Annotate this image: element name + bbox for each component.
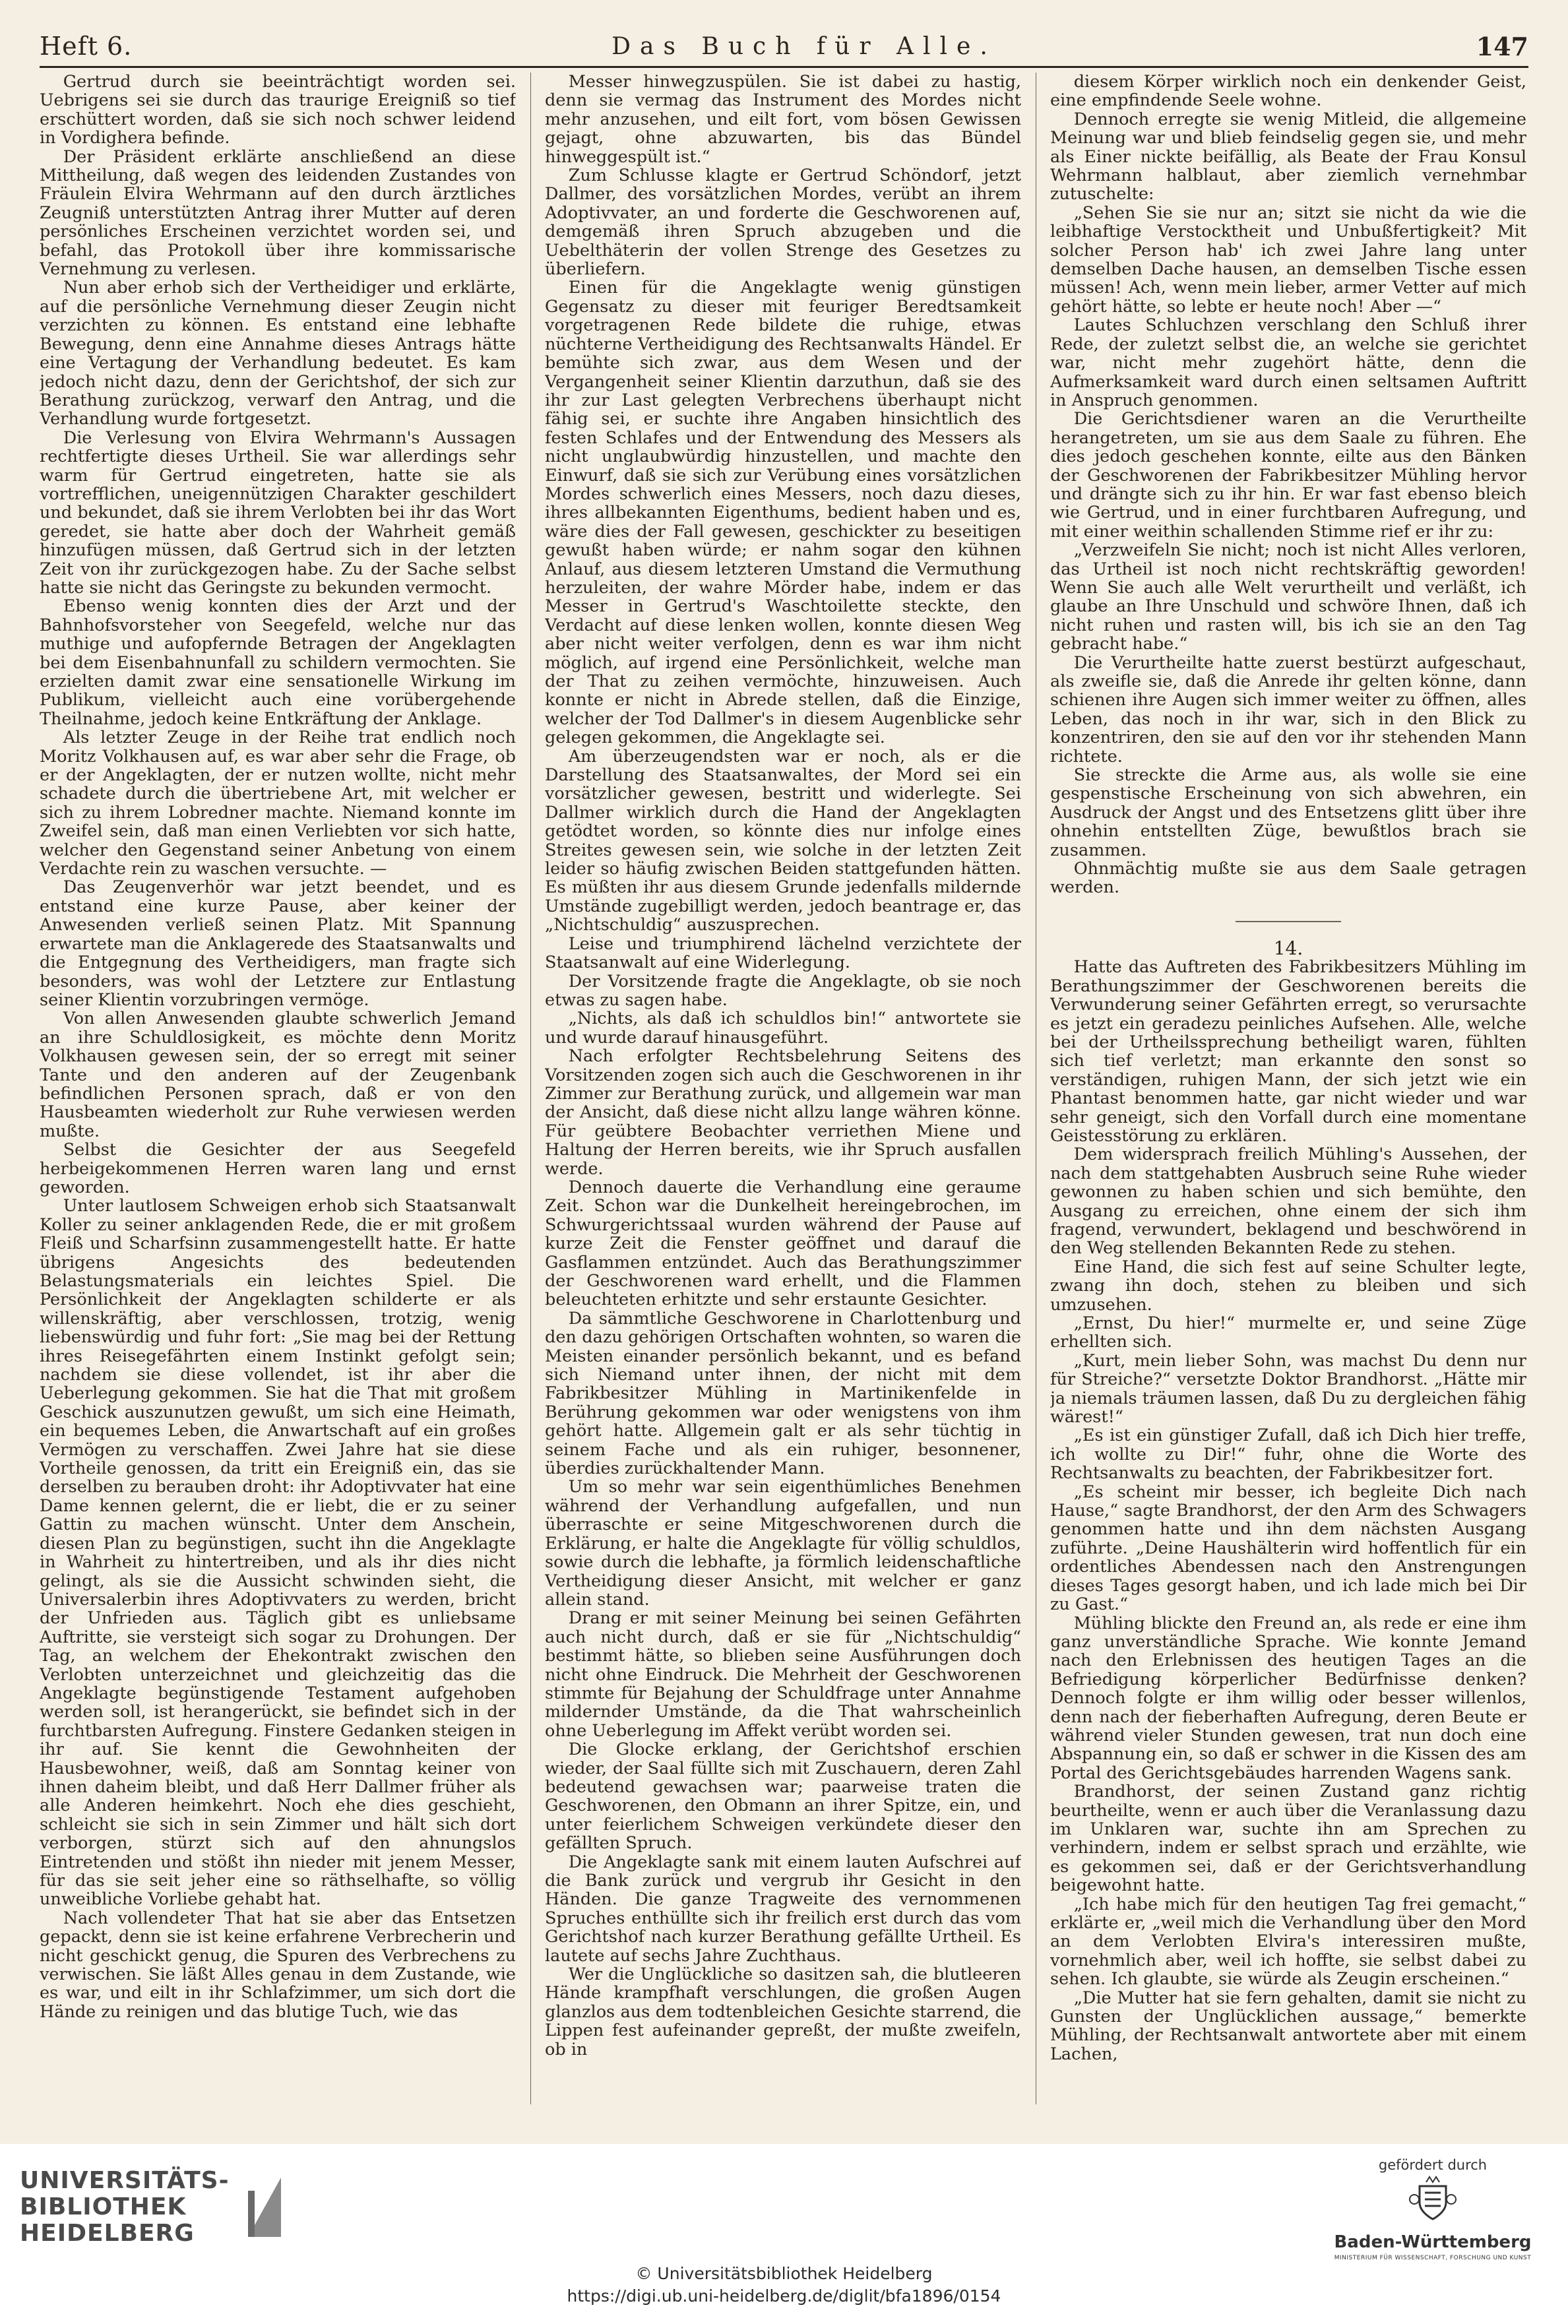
paragraph: „Nichts, als daß ich schuldlos bin!“ antwortete sie und wurde darauf hinausgeführt. — [545, 1009, 1021, 1048]
library-logo — [20, 2168, 288, 2247]
paragraph: Selbst die Gesichter der aus Seegefeld herbeigekommenen Herren waren lang und ernst geworden. — [40, 1140, 516, 1197]
paragraph: Nach vollendeter That hat sie aber das Entsetzen gepackt, denn sie ist keine erfahrene Verbrecherin und nicht geschickt genug, die Spuren des Verbrechens zu verwischen. Sie läßt Alles genau in dem Zustande, wie es war, und eilt in ihr Schlafzimmer, um sich dort die Hände zu reinigen und das blutige Tuch, wie das — [40, 1908, 516, 2022]
paragraph: Als letzter Zeuge in der Reihe trat endlich noch Moritz Volkhausen auf, es war aber sehr die Frage, ob er der Angeklagten, der er nutzen wollte, nicht mehr schadete durch die übertriebene Art, mit welcher er sich zu ihrem Lobredner machte. Niemand konnte im Zweifel sein, daß man einen Verliebten vor sich hatte, welcher den Gegenstand seiner Anbetung von einem Verdachte rein zu waschen versuchte. — — [40, 728, 516, 879]
paragraph: Am überzeugendsten war er noch, als er die Darstellung des Staatsanwaltes, der Mord sei ein vorsätzlicher gewesen, bestritt und widerlegte. Sei Dallmer wirklich durch die Hand der Angeklagten getödtet worden, so könnte dies nur infolge eines Streites gewesen sein, wie solche in der letzten Zeit leider so häufig zwischen Beiden stattgefunden hätten. Es müßten ihr aus diesem Grunde jedenfalls mildernde Umstände zugebilligt werden, jedoch beantrage er, das „Nichtschuldig“ auszusprechen. — [545, 746, 1021, 935]
paragraph: Hatte das Auftreten des Fabrikbesitzers Mühling im Berathungszimmer der Geschworenen bereits die Verwunderung seiner Gefährten erregt, so verursachte es jetzt ein geradezu peinliches Aufsehen. Alle, welche bei der Urtheilssprechung betheiligt waren, fühlten sich tief verletzt; man erkannte den sonst so verständigen, ruhigen Mann, der sich jetzt wie ein Phantast benommen hatte, gar nicht wieder und war sehr geneigt, sich den Vorfall durch eine momentane Geistesstörung zu erklären. — [1050, 957, 1526, 1146]
chapter-number: 14. — [1273, 937, 1303, 959]
publication-title: Das Buch für Alle. — [612, 32, 997, 60]
column-divider — [530, 73, 531, 2104]
running-head — [40, 26, 1528, 68]
paragraph: Das Zeugenverhör war jetzt beendet, und es entstand eine kurze Pause, aber keiner der Anwesenden verließ seinen Platz. Mit Spannung erwartete man die Anklagerede des Staatsanwalts und die Entgegnung des Vertheidigers, man fragte sich besonders, was wohl der Letztere zur Entlastung seiner Klientin vorzubringen vermöge. — [40, 877, 516, 1010]
text-columns — [40, 73, 1528, 2104]
paragraph: Die Gerichtsdiener waren an die Verurtheilte herangetreten, um sie aus dem Saale zu führen. Ehe dies jedoch geschehen konnte, eilte aus den Bänken der Geschworenen der Fabrikbesitzer Mühling hervor und drängte sich zu ihr hin. Er war fast ebenso bleich wie Gertrud, und in einer furchtbaren Aufregung, und mit einer weithin schallenden Stimme rief er ihr zu: — [1050, 409, 1526, 542]
library-mark-icon — [241, 2171, 288, 2244]
footer-credit — [0, 2263, 1568, 2308]
paragraph: Eine Hand, die sich fest auf seine Schulter legte, zwang ihn doch, stehen zu bleiben und sich umzusehen. — [1050, 1257, 1526, 1315]
paragraph: Dennoch dauerte die Verhandlung eine geraume Zeit. Schon war die Dunkelheit hereingebrochen, im Schwurgerichtssaal wurden während der Pause auf kurze Zeit die Fenster geöffnet und darauf die Gasflammen entzündet. Auch das Berathungszimmer der Geschworenen ward erhellt, und die Flammen beleuchteten erhitzte und sehr erstaunte Gesichter. — [545, 1177, 1021, 1310]
digitization-footer — [0, 2144, 1568, 2324]
paragraph: Um so mehr war sein eigenthümliches Benehmen während der Verhandlung aufgefallen, und nun überraschte er seine Mitgeschworenen durch die Erklärung, er halte die Angeklagte für völlig schuldlos, sowie durch die lebhafte, ja förmlich leidenschaftliche Vertheidigung dieser Ansicht, mit welcher er ganz allein stand. — [545, 1477, 1021, 1610]
paragraph: Da sämmtliche Geschworene in Charlottenburg und den dazu gehörigen Ortschaften wohnten, so waren die Meisten einander persönlich bekannt, und es befand sich Niemand unter ihnen, der nicht mit dem Fabrikbesitzer Mühling in Martinikenfelde in Berührung gekommen war oder wenigstens von ihm gehört hatte. Allgemein galt er als sehr tüchtig in seinem Fache und als ein ruhiger, besonnener, überdies zurückhaltender Mann. — [545, 1308, 1021, 1479]
paragraph: Der Vorsitzende fragte die Angeklagte, ob sie noch etwas zu sagen habe. — [545, 971, 1021, 1010]
library-name-line: HEIDELBERG — [20, 2220, 195, 2247]
column-1 — [40, 73, 516, 2104]
paragraph: Einen für die Angeklagte wenig günstigen Gegensatz zu dieser mit feuriger Beredtsamkeit vorgetragenen Rede bildete die ruhige, etwas nüchterne Vertheidigung des Rechtsanwalts Händel. Er bemühte sich zwar, aus dem Wesen und der Vergangenheit seiner Klientin darzuthun, daß sie des ihr zur Last gelegten Verbrechens überhaupt nicht fähig sei, er suchte ihre Angaben hinsichtlich des festen Schlafes und der Entwendung des Messers als nicht unglaubwürdig hinzustellen, und machte den Einwurf, daß sie sich zur Verübung eines vorsätzlichen Mordes schwerlich eines Messers, noch dazu dieses, ihres allbekannten Eigenthums, bedient haben und es, wäre dies der Fall gewesen, geschickter zu beseitigen gewußt haben würde; er nahm sogar den kühnen Anlauf, aus diesem letzteren Umstand die Vermuthung herzuleiten, der wahre Mörder habe, indem er das Messer in Gertrud's Waschtoilette steckte, den Verdacht auf diese lenken wollen, konnte diesen Weg aber nicht weiter verfolgen, denn es war ihm nicht möglich, auf irgend eine Persönlichkeit, welche man der That zu zeihen vermöchte, hinzuweisen. Auch konnte er nicht in Abrede stellen, daß die Einzige, welcher der Tod Dallmer's in diesem Augenblicke sehr gelegen gekommen, die Angeklagte sei. — [545, 278, 1021, 748]
paragraph: „Ernst, Du hier!“ murmelte er, und seine Züge erhellten sich. — [1050, 1313, 1526, 1352]
paragraph: Ohnmächtig mußte sie aus dem Saale getragen werden. — [1050, 859, 1526, 898]
column-3 — [1050, 73, 1526, 2104]
library-name-line: BIBLIOTHEK — [20, 2193, 187, 2220]
paragraph: „Sehen Sie sie nur an; sitzt sie nicht da wie die leibhaftige Verstocktheit und Unbußfertigkeit? Mit solcher Person hab' ich zwei Jahre lang unter demselben Dache hausen, an demselben Tische essen müssen! Ach, wenn mein lieber, armer Vetter auf mich gehört hätte, so lebte er heute noch! Aber —“ — [1050, 203, 1526, 317]
paragraph: Unter lautlosem Schweigen erhob sich Staatsanwalt Koller zu seiner anklagenden Rede, die er mit großem Fleiß und Scharfsinn zusammengestellt hatte. Er hatte übrigens Angesichts des bedeutenden Belastungsmaterials ein leichtes Spiel. Die Persönlichkeit der Angeklagten schilderte er als willenskräftig, aber verschlossen, trotzig, wenig liebenswürdig und fuhr fort: „Sie mag bei der Rettung ihres Reisegefährten einem Instinkt gefolgt sein; nachdem sie diese vollendet, ist ihr aber die Ueberlegung gekommen. Sie hat die That mit großem Geschick auszunutzen gewußt, um sich eine Heimath, ein bequemes Leben, die Anwartschaft auf ein großes Vermögen zu verschaffen. Zwei Jahre hat sie diese Vortheile genossen, da tritt ein Ereigniß ein, das sie derselben zu berauben droht: ihr Adoptivvater hat eine Dame kennen gelernt, die er liebt, die er zu seiner Gattin zu machen wünscht. Unter dem Anschein, diesen Plan zu begünstigen, sucht ihn die Angeklagte in Wahrheit zu hintertreiben, und als ihr dies nicht gelingt, als sie die Aussicht schwinden sieht, die Universalerbin ihres Adoptivvaters zu werden, bricht der Unfrieden aus. Täglich gibt es unliebsame Auftritte, sie versteigt sich sogar zu Drohungen. Der Tag, an welchem der Ehekontrakt zwischen den Verlobten unterzeichnet und gleichzeitig das die Angeklagte begünstigende Testament aufgehoben werden soll, ist herangerückt, sie befindet sich in der furchtbarsten Aufregung. Finstere Gedanken steigen in ihr auf. Sie kennt die Gewohnheiten der Hausbewohner, weiß, daß am Sonntag keiner von ihnen daheim bleibt, und daß Herr Dallmer früher als alle Anderen heimkehrt. Noch ehe dies geschieht, schleicht sie sich in sein Zimmer und hält sich dort verborgen, stürzt sich auf den ahnungslos Eintretenden und stößt ihn nieder mit jenem Messer, für das sie seit jeher eine so räthselhafte, so völlig unweibliche Vorliebe gehabt hat. — [40, 1196, 516, 1910]
funder-logo — [1324, 2157, 1542, 2261]
issue-label: Heft 6. — [40, 32, 133, 61]
paragraph: „Verzweifeln Sie nicht; noch ist nicht Alles verloren, das Urtheil ist noch nicht rechtskräftig geworden! Wenn Sie auch alle Welt verurtheilt und verläßt, ich glaube an Ihre Unschuld und schwöre Ihnen, daß ich nicht ruhen und rasten will, bis ich sie an den Tag gebracht habe.“ — [1050, 540, 1526, 654]
paragraph: Messer hinwegzuspülen. Sie ist dabei zu hastig, denn sie vermag das Instrument des Mordes nicht mehr anzusehen, und eilt fort, vom bösen Gewissen gejagt, ohne abzuwarten, bis das Bündel hinweggespült ist.“ — [545, 73, 1021, 167]
funded-by-label: gefördert durch — [1378, 2157, 1488, 2173]
paragraph: Wer die Unglückliche so dasitzen sah, die blutleeren Hände krampfhaft verschlungen, die großen Augen glanzlos aus dem todtenbleichen Gesichte starrend, die Lippen fest aufeinander gepreßt, der mußte zweifeln, ob in — [545, 1964, 1021, 2059]
paragraph: Von allen Anwesenden glaubte schwerlich Jemand an ihre Schuldlosigkeit, es möchte denn Moritz Volkhausen gewesen sein, der so erregt mit seiner Tante und den anderen auf der Zeugenbank befindlichen Personen sprach, daß er von den Hausbeamten wiederholt zur Ruhe verwiesen werden mußte. — [40, 1009, 516, 1141]
funder-subtitle: MINISTERIUM FÜR WISSENSCHAFT, FORSCHUNG UND KUNST — [1334, 2255, 1532, 2261]
library-name-line: UNIVERSITÄTS- — [20, 2167, 230, 2194]
paragraph: Mühling blickte den Freund an, als rede er eine ihm ganz unverständliche Sprache. Wie konnte Jemand nach den Erlebnissen des heutigen Tages an die Befriedigung körperlicher Bedürfnisse denken? Dennoch folgte er ihm willig oder besser willenlos, denn nach der fieberhaften Aufregung, deren Beute er während vieler Stunden gewesen, trat nun doch eine Abspannung ein, so daß er schwer in die Kissen des am Portal des Gerichtsgebäudes harrenden Wagens sank. — [1050, 1613, 1526, 1783]
paragraph: „Kurt, mein lieber Sohn, was machst Du denn nur für Streiche?“ versetzte Doktor Brandhorst. „Hätte mir ja niemals träumen lassen, daß Du zu dergleichen fähig wärest!“ — [1050, 1350, 1526, 1428]
paragraph: Die Glocke erklang, der Gerichtshof erschien wieder, der Saal füllte sich mit Zuschauern, deren Zahl bedeutend gewachsen war; paarweise traten die Geschworenen, den Obmann an ihrer Spitze, ein, und unter feierlichem Schweigen verkündete dieser den gefällten Spruch. — [545, 1740, 1021, 1854]
paragraph: „Ich habe mich für den heutigen Tag frei gemacht,“ erklärte er, „weil mich die Verhandlung über den Mord an dem Verlobten Elvira's interessiren mußte, vornehmlich aber, weil ich hoffte, sie selbst dabei zu sehen. Ich glaubte, sie würde als Zeugin erscheinen.“ — [1050, 1894, 1526, 1990]
paragraph: Dennoch erregte sie wenig Mitleid, die allgemeine Meinung war und blieb feindselig gegen sie, und mehr als Einer nickte beifällig, als Beate der Frau Konsul Wehrmann halblaut, aber ziemlich vernehmbar zutuschelte: — [1050, 109, 1526, 204]
library-name — [20, 2168, 230, 2247]
paragraph: Dem widersprach freilich Mühling's Aussehen, der nach dem stattgehabten Ausbruch seine Ruhe wieder gewonnen zu haben schien und sich bemühte, den Ausgang zu erreichen, ohne einem der sich ihm fragend, verwundert, beklagend und beschwörend in den Weg stellenden Bekannten Rede zu stehen. — [1050, 1145, 1526, 1259]
column-3-part-a — [1050, 73, 1526, 897]
paragraph: Leise und triumphirend lächelnd verzichtete der Staatsanwalt auf eine Widerlegung. — [545, 933, 1021, 973]
paragraph: Ebenso wenig konnten dies der Arzt und der Bahnhofsvorsteher von Seegefeld, welche nur das muthige und aufopfernde Betragen der Angeklagten bei dem Eisenbahnunfall zu schildern vermochten. Sie erzielten damit zwar eine sensationelle Wirkung im Publikum, vielleicht auch eine vorübergehende Theilnahme, jedoch keine Entkräftung der Anklage. — [40, 596, 516, 729]
paragraph: „Es scheint mir besser, ich begleite Dich nach Hause,“ sagte Brandhorst, der den Arm des Schwagers genommen hatte und ihn dem nächsten Ausgang zuführte. „Deine Haushälterin wird hoffentlich für ein ordentliches Abendessen nach den Anstrengungen dieses Tages gesorgt haben, und ich lade mich bei Dir zu Gast.“ — [1050, 1482, 1526, 1615]
paragraph: Gertrud durch sie beeinträchtigt worden sei. Uebrigens sei sie durch das traurige Ereigniß so tief erschüttert worden, daß sie sich noch schwer leidend in Vordighera befinde. — [40, 73, 516, 148]
paragraph: Zum Schlusse klagte er Gertrud Schöndorf, jetzt Dallmer, des vorsätzlichen Mordes, verübt an ihrem Adoptivvater, an und forderte die Geschworenen auf, demgemäß ihren Spruch abzugeben und die Uebelthäterin der vollen Strenge des Gesetzes zu überliefern. — [545, 166, 1021, 280]
paragraph: diesem Körper wirklich noch ein denkender Geist, eine empfindende Seele wohne. — [1050, 73, 1526, 111]
page-number: 147 — [1476, 31, 1528, 61]
section-separator — [1236, 921, 1341, 922]
column-2 — [545, 73, 1021, 2104]
copyright-text: © Universitätsbibliothek Heidelberg — [635, 2264, 933, 2283]
paragraph: Die Angeklagte sank mit einem lauten Aufschrei auf die Bank zurück und vergrub ihr Gesicht in den Händen. Die ganze Tragweite des vernommenen Spruches enthüllte sich ihr freilich erst durch das vom Gerichtshof nach kurzer Berathung gefällte Urtheil. Es lautete auf sechs Jahre Zuchthaus. — [545, 1852, 1021, 1966]
paragraph: „Die Mutter hat sie fern gehalten, damit sie nicht zu Gunsten der Unglücklichen aussage,“ bemerkte Mühling, der Rechtsanwalt antwortete aber mit einem Lachen, — [1050, 1988, 1526, 2064]
column-3-part-b — [1050, 958, 1526, 2063]
paragraph: Drang er mit seiner Meinung bei seinen Gefährten auch nicht durch, daß er sie für „Nichtschuldig“ bestimmt hätte, so blieben seine Ausführungen doch nicht ohne Eindruck. Die Mehrheit der Geschworenen stimmte für Bejahung der Schuldfrage unter Annahme mildernder Umstände, da die That wahrscheinlich ohne Ueberlegung im Affekt verübt worden sei. — [545, 1608, 1021, 1741]
state-coat-of-arms-icon — [1406, 2173, 1459, 2226]
paragraph: Nun aber erhob sich der Vertheidiger und erklärte, auf die persönliche Vernehmung dieser Zeugin nicht verzichten zu können. Es entstand eine lebhafte Bewegung, denn eine Annahme dieses Antrags hätte eine Vertagung der Verhandlung bedeutet. Es kam jedoch nicht dazu, denn der Gerichtshof, der sich zur Berathung zurückzog, verwarf den Antrag, und die Verhandlung wurde fortgesetzt. — [40, 278, 516, 429]
paragraph: Die Verlesung von Elvira Wehrmann's Aussagen rechtfertigte dieses Urtheil. Sie war allerdings sehr warm für Gertrud eingetreten, hatte sie als vortrefflichen, uneigennützigen Charakter geschildert und bekundet, daß sie ihrem Verlobten bei ihr das Wort geredet, sie hatte aber doch der Wahrheit gemäß hinzufügen müssen, daß Gertrud sich in der letzten Zeit von ihr zurückgezogen habe. Zu der Sache selbst hatte sie nicht das Geringste zu bekunden vermocht. — [40, 427, 516, 598]
paragraph: Lautes Schluchzen verschlang den Schluß ihrer Rede, der zuletzt selbst die, an welche sie gerichtet war, nicht mehr zugehört hätte, denn die Aufmerksamkeit ward durch einen seltsamen Auftritt in Anspruch genommen. — [1050, 315, 1526, 410]
paragraph: Die Verurtheilte hatte zuerst bestürzt aufgeschaut, als zweifle sie, daß die Anrede ihr gelten könne, dann schienen ihre Augen sich immer weiter zu öffnen, alles Leben, das noch in ihr war, sich in den Blick zu konzentriren, den sie auf den vor ihr stehenden Mann richtete. — [1050, 652, 1526, 767]
permalink[interactable]: https://digi.ub.uni-heidelberg.de/diglit/bfa1896/0154 — [567, 2286, 1001, 2306]
paragraph: Der Präsident erklärte anschließend an diese Mittheilung, daß wegen des leidenden Zustandes von Fräulein Elvira Wehrmann auf den durch ärztliches Zeugniß unterstützten Antrag ihrer Mutter auf deren persönliches Erscheinen verzichtet worden sei, und befahl, das Protokoll über ihre kommissarische Vernehmung zu verlesen. — [40, 146, 516, 280]
paragraph: Sie streckte die Arme aus, als wolle sie eine gespenstische Erscheinung von sich abwehren, ein Ausdruck der Angst und des Entsetzens glitt über ihre ohnehin entstellten Züge, bewußtlos brach sie zusammen. — [1050, 765, 1526, 860]
paragraph: Brandhorst, der seinen Zustand ganz richtig beurtheilte, wenn er auch über die Veranlassung dazu im Unklaren war, suchte ihn am Sprechen zu verhindern, indem er selbst sprach und erzählte, wie es gekommen sei, daß er der Gerichtsverhandlung beigewohnt hatte. — [1050, 1782, 1526, 1896]
funder-name: Baden-Württemberg — [1334, 2232, 1532, 2252]
paragraph: „Es ist ein günstiger Zufall, daß ich Dich hier treffe, ich wollte zu Dir!“ fuhr, ohne die Worte des Rechtsanwalts zu beachten, der Fabrikbesitzer fort. — [1050, 1426, 1526, 1484]
paragraph: Nach erfolgter Rechtsbelehrung Seitens des Vorsitzenden zogen sich auch die Geschworenen in ihr Zimmer zur Berathung zurück, und allgemein war man der Ansicht, daß diese nicht allzu lange währen könne. Für geübtere Beobachter verriethen Miene und Haltung der Herren bereits, wie ihr Spruch ausfallen werde. — [545, 1046, 1021, 1179]
